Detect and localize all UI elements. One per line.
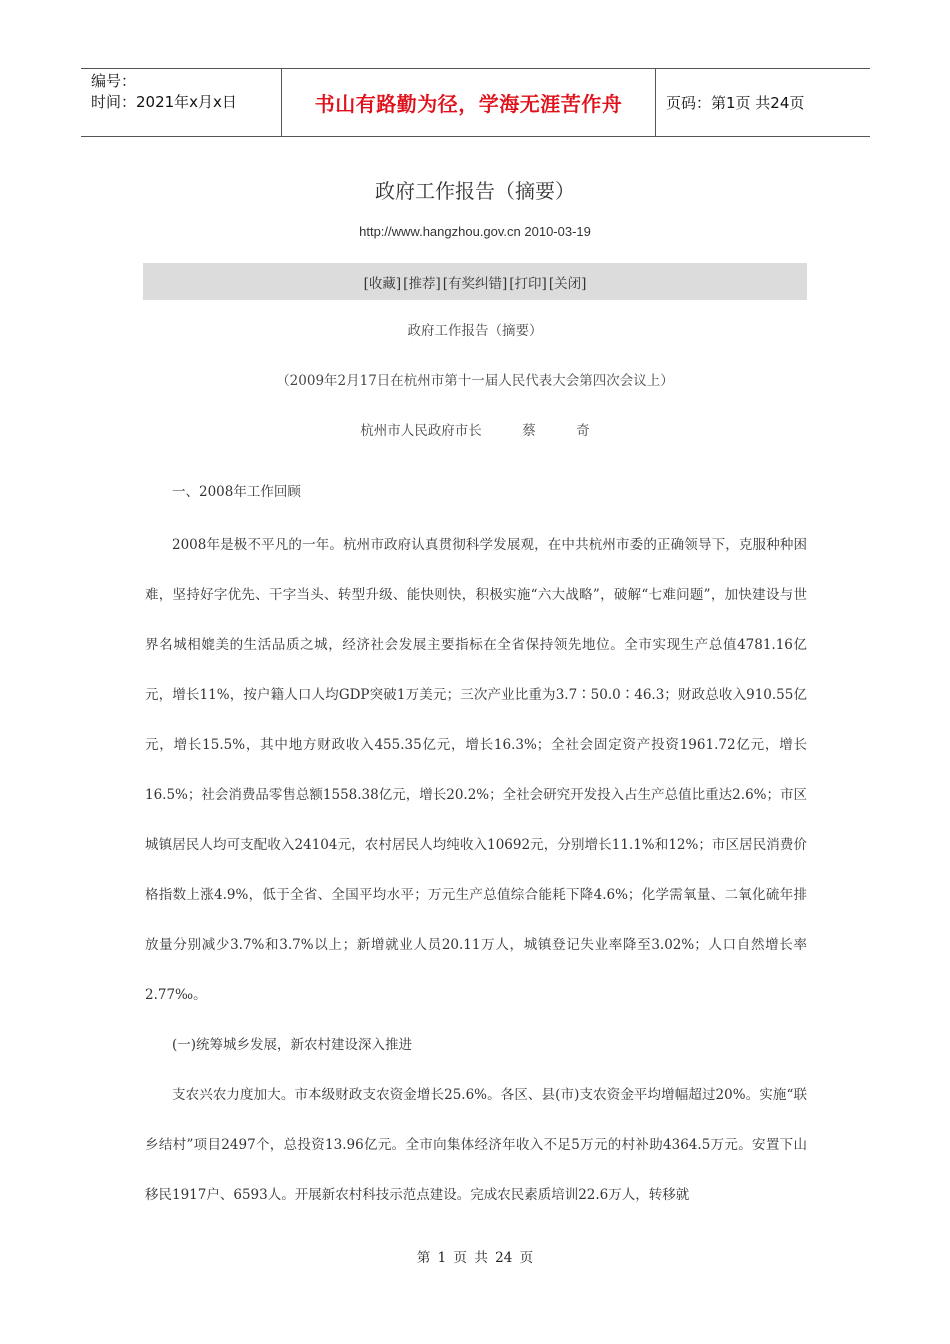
motto-text: 书山有路勤为径，学海无涯苦作舟	[314, 92, 623, 116]
subsection-heading: (一)统筹城乡发展，新农村建设深入推进	[172, 1037, 413, 1053]
page-title: 政府工作报告（摘要）	[375, 179, 575, 203]
paragraph-review: 2008年是极不平凡的一年。杭州市政府认真贯彻科学发展观，在中共杭州市委的正确领导下，克服种种困难，坚持好字优先、干字当头、转型升级、能快则快，积极实施“六大战略”，破解“七难问题”，加快建设与世界名城相媲美的生活品质之城，经济社会发展主要指标在全省保持领先地位。全市实现生产总值4781.16亿元，增长11%，按户籍人口人均GDP突破1万美元；三次产业比重为3.7∶50.0∶46.3；财政总收入910.55亿元，增长15.5%，其中地方财政收入455.35亿元，增长16.3%；全社会固定资产投资1961.72亿元，增长16.5%；社会消费品零售总额1558.38亿元，增长20.2%；全社会研究开发投入占生产总值比重达2.6%；市区城镇居民人均可支配收入24104元，农村居民人均纯收入10692元，分别增长11.1%和12%；市区居民消费价格指数上涨4.9%，低于全省、全国平均水平；万元生产总值综合能耗下降4.6%；化学需氧量、二氧化硫年排放量分别减少3.7%和3.7%以上；新增就业人员20.11万人，城镇登记失业率降至3.02%；人口自然增长率2.77‰。	[145, 537, 807, 1003]
source-and-date: http://www.hangzhou.gov.cn 2010-03-19	[359, 224, 591, 239]
section-heading: 一、2008年工作回顾	[172, 484, 301, 500]
page-info: 页码：第1页 共24页	[666, 94, 805, 112]
article-toolbar	[143, 263, 807, 300]
paragraph-agriculture: 支农兴农力度加大。市本级财政支农资金增长25.6%。各区、县(市)支农资金平均增幅超过20%。实施“联乡结村”项目2497个，总投资13.96亿元。全市向集体经济年收入不足5万元的村补助4364.5万元。安置下山移民1917户、6593人。开展新农村科技示范点建设。完成农民素质培训22.6万人，转移就	[145, 1087, 807, 1203]
report-error-link[interactable]: [有奖纠错]	[442, 275, 508, 292]
recommend-link[interactable]: [推荐]	[403, 275, 441, 292]
header-left-cell	[81, 69, 281, 136]
close-link[interactable]: [关闭]	[548, 275, 587, 292]
header-table	[81, 68, 870, 137]
article-body	[145, 478, 807, 1220]
number-label: 编号：	[91, 72, 137, 90]
header-page-cell	[656, 69, 870, 136]
report-author: 杭州市人民政府市长 蔡 奇	[360, 423, 590, 439]
header-motto-cell	[281, 69, 656, 136]
page-footer: 第 1 页 共 24 页	[416, 1250, 534, 1266]
report-occasion: （2009年2月17日在杭州市第十一届人民代表大会第四次会议上）	[276, 373, 674, 389]
report-subtitle: 政府工作报告（摘要）	[407, 323, 543, 339]
favorite-link[interactable]: [收藏]	[363, 275, 402, 292]
print-link[interactable]: [打印]	[509, 275, 547, 292]
time-label: 时间：2021年x月x日	[91, 93, 237, 111]
